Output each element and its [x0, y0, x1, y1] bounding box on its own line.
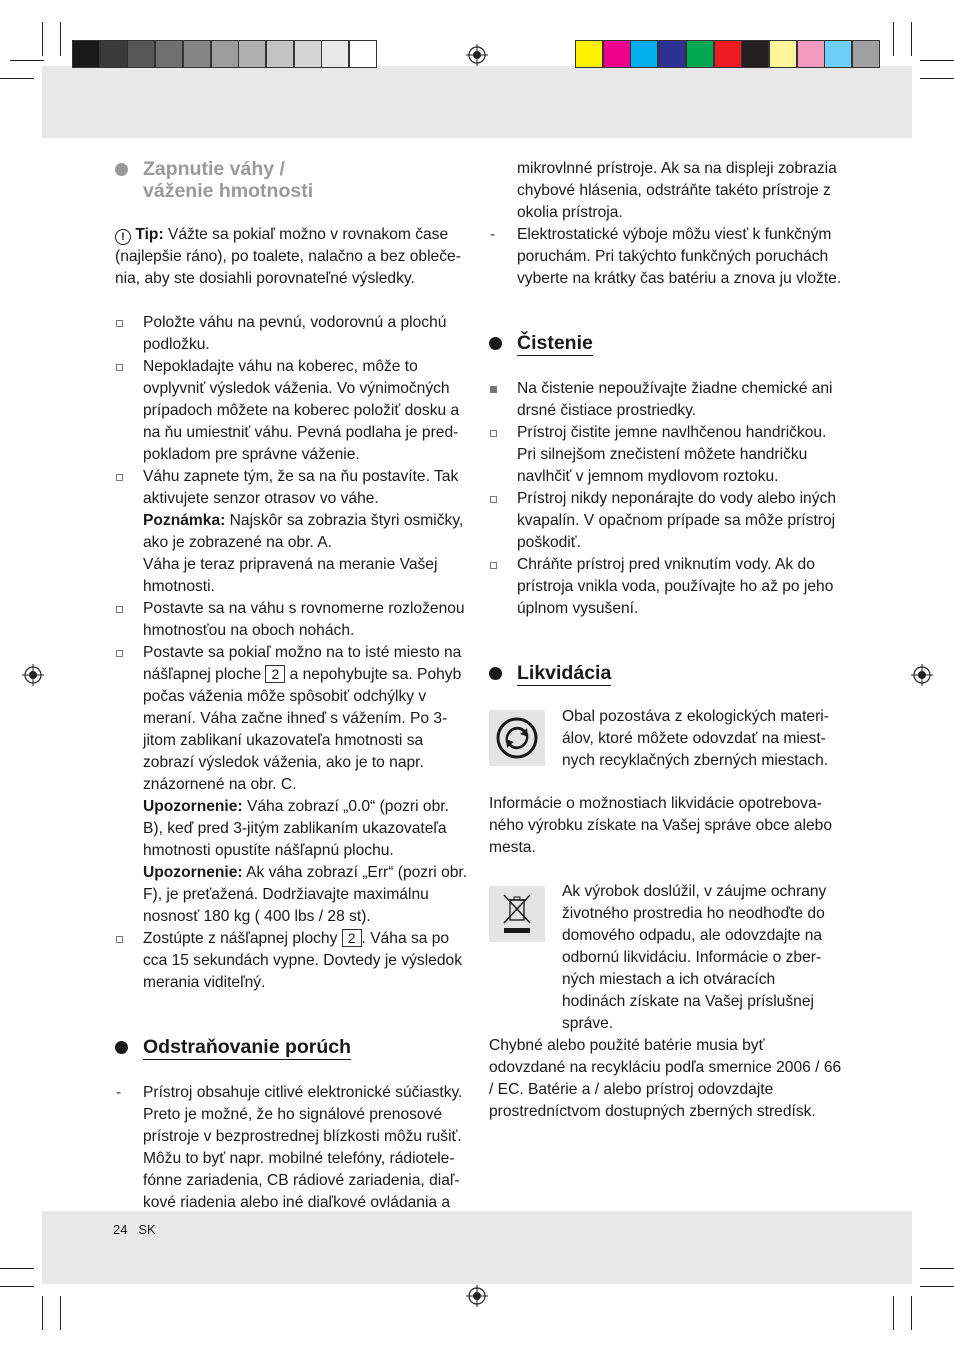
color-swatch	[603, 40, 631, 68]
color-swatch	[575, 40, 603, 68]
color-swatch	[714, 40, 742, 68]
list-item: Nepokladajte váhu na koberec, môže to ovplyvniť výsledok váženia. Vo výnimočných prípadoch môžete na koberec položiť dosku a na ňu umiestniť váhu. Pevná podlaha je predpokladom pre správne váženie.	[143, 356, 468, 466]
language-code: SK	[138, 1222, 156, 1237]
section-heading-disposal: Likvidácia	[517, 662, 842, 686]
exclamation-icon: !	[115, 229, 131, 245]
registration-mark-icon	[22, 664, 44, 686]
square-bullet-icon	[116, 936, 123, 943]
list-item: Na čistenie nepoužívajte žiadne chemické ani drsné čistiace prostriedky.	[517, 378, 842, 422]
color-swatch	[183, 40, 211, 68]
list-item: Položte váhu na pevnú, vodorovnú a plochú podložku.	[143, 312, 468, 356]
color-swatch	[266, 40, 294, 68]
list-item: - Prístroj obsahuje citlivé elektronické súčiastky. Preto je možné, že ho signálové prenosové prístroje v bezprostrednej blízkosti môžu rušiť. Môžu to byť napr. mobilné telefóny, rádiotelefónne zariadenia, CB rádiové zariadenia, diaľkové riadenia alebo iné diaľkové ovládania a	[116, 1084, 463, 1211]
section-heading-weighing: Zapnutie váhy / váženie hmotnosti	[143, 158, 468, 202]
bullet-dot-icon	[115, 163, 128, 176]
color-swatch	[349, 40, 377, 68]
page-number: 24	[113, 1222, 128, 1237]
color-swatch	[769, 40, 797, 68]
square-bullet-icon	[116, 650, 123, 657]
left-column	[115, 158, 468, 1214]
color-swatch	[852, 40, 880, 68]
registration-mark-icon	[911, 664, 933, 686]
square-bullet-icon	[490, 562, 497, 569]
color-swatch	[211, 40, 239, 68]
color-swatch	[155, 40, 183, 68]
list-item: mikrovlnné prístroje. Ak sa na displeji zobrazia chybové hlásenia, odstráňte takéto prístroje z okolia prístroja.	[517, 160, 837, 221]
list-item: Chráňte prístroj pred vniknutím vody. Ak do prístroja vnikla voda, používajte ho až po jeho úplnom vysušení.	[517, 554, 842, 620]
square-bullet-icon	[490, 430, 497, 437]
disposal-text-3: Ak výrobok doslúžil, v záujme ochrany životného prostredia ho neodhoďte do domového odpadu, ale odovzdajte na odbornú likvidáciu. Informácie o zberných miestach a ich otváracích hodinách získate na Vašej príslušnej správe.	[562, 883, 827, 1032]
registration-mark-icon	[466, 44, 488, 66]
page-footer	[113, 1222, 156, 1237]
section-heading-cleaning: Čistenie	[517, 332, 842, 356]
square-bullet-icon	[116, 320, 123, 327]
disposal-text-4: Chybné alebo použité batérie musia byť odovzdané na recykláciu podľa smernice 2006 / 66 / EC. Batérie a / alebo prístroj odovzdajte prostredníctvom dostupných zberných stredísk.	[489, 1037, 842, 1120]
square-bullet-icon	[490, 496, 497, 503]
tip-paragraph: ! Tip: Vážte sa pokiaľ možno v rovnakom čase (najlepšie ráno), po toalete, nalačno a bez oblečenia, aby ste dosiahli porovnateľné výsledky.	[115, 226, 461, 287]
crossed-bin-icon	[489, 886, 545, 942]
list-item: Postavte sa na váhu s rovnomerne rozloženou hmotnosťou na oboch nohách.	[143, 598, 468, 642]
color-swatch	[658, 40, 686, 68]
header-band	[42, 66, 912, 138]
color-swatch	[321, 40, 349, 68]
footer-band	[42, 1211, 912, 1284]
list-item: Postavte sa pokiaľ možno na to isté miesto na nášľapnej ploche 2 a nepohybujte sa. Pohyb počas váženia môže spôsobiť odchýlky v meraní. Váha začne ihneď s vážením. Po 3-jitom zablikaní ukazovateľa hmotnosti sa zobrazí výsledok váženia, ako je to napr. znázornené na obr. C. Upozornenie: Váha zobrazí „0.0“ (pozri obr. B), keď pred 3-jitým zablikaním ukazovateľa hmotnosti opustíte nášľapnú plochu. Upozornenie: Ak váha zobrazí „Err“ (pozri obr. F), je preťažená. Dodržiavajte maximálnu nosnosť 180 kg ( 400 lbs / 28 st).	[143, 642, 468, 928]
square-bullet-icon	[116, 474, 123, 481]
color-swatch	[238, 40, 266, 68]
disposal-text-2: Informácie o možnostiach likvidácie opotrebovaného výrobku získate na Vašej správe obce alebo mesta.	[489, 795, 832, 856]
color-swatch	[686, 40, 714, 68]
color-swatch	[127, 40, 155, 68]
bullet-dot-icon	[489, 337, 502, 350]
right-column	[490, 158, 842, 686]
filled-square-bullet-icon	[490, 386, 497, 393]
green-dot-icon	[489, 710, 545, 766]
part-number-box: 2	[342, 929, 362, 947]
square-bullet-icon	[116, 606, 123, 613]
part-number-box: 2	[265, 665, 285, 683]
list-item: Prístroj čistite jemne navlhčenou handričkou. Pri silnejšom znečistení môžete handričku navlhčiť v jemnom mydlovom roztoku.	[517, 422, 842, 488]
color-swatch	[824, 40, 852, 68]
color-swatch	[72, 40, 100, 68]
disposal-text-1: Obal pozostáva z ekologických materiálov, ktoré môžete odovzdať na miestnych recyklačných zberných miestach.	[562, 708, 829, 769]
list-item: - Elektrostatické výboje môžu viesť k funkčným poruchám. Pri takýchto funkčných poruchách vyberte na krátky čas batériu a znova ju vložte.	[490, 226, 842, 287]
color-swatch	[630, 40, 658, 68]
list-item: Prístroj nikdy neponárajte do vody alebo iných kvapalín. V opačnom prípade sa môže prístroj poškodiť.	[517, 488, 842, 554]
bullet-dot-icon	[489, 667, 502, 680]
list-item: Zostúpte z nášľapnej plochy 2 . Váha sa po cca 15 sekundách vypne. Dovtedy je výsledok merania viditeľný.	[143, 928, 468, 994]
color-swatch	[797, 40, 825, 68]
square-bullet-icon	[116, 364, 123, 371]
bullet-dot-icon	[115, 1041, 128, 1054]
color-swatch	[294, 40, 322, 68]
registration-mark-icon	[466, 1285, 488, 1307]
color-swatch	[741, 40, 769, 68]
list-item: Váhu zapnete tým, že sa na ňu postavíte. Tak aktivujete senzor otrasov vo váhe. Poznámka: Najskôr sa zobrazia štyri osmičky, ako je zobrazené na obr. A. Váha je teraz pripravená na meranie Vašej hmotnosti.	[143, 466, 468, 598]
color-swatch	[100, 40, 128, 68]
section-heading-troubleshooting: Odstraňovanie porúch	[143, 1036, 468, 1060]
